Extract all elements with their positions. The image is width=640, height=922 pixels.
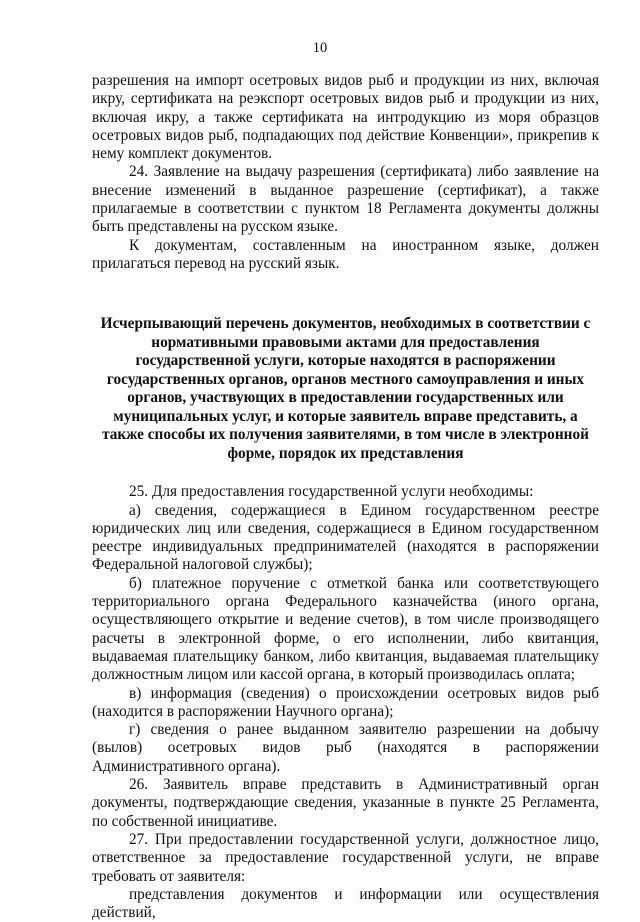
paragraph-27-continuation: представления документов и информации или осуществления действий, [92, 885, 599, 922]
paragraph-continuation: разрешения на импорт осетровых видов рыб и продукции из них, включая икру, сертификата на реэкспорт осетровых видов рыб и продукции из них, включая икру, а также сертификата на интродукцию из моря образцов осетровых видов рыб, подпадающих под действие Конвенции», прикрепив к нему комплект документов. [92, 72, 599, 163]
page-number: 10 [312, 40, 328, 56]
document-body [92, 72, 599, 922]
paragraph-24: 24. Заявление на выдачу разрешения (сертификата) либо заявление на внесение изменений в выданное разрешение (сертификат), а также прилагаемые в соответствии с пунктом 18 Регламента документы должны быть представлены на русском языке. [92, 163, 599, 236]
paragraph-27: 27. При предоставлении государственной услуги, должностное лицо, ответственное за предоставление государственной услуги, не вправе требовать от заявителя: [92, 830, 599, 885]
list-item-g: г) сведения о ранее выданном заявителю разрешении на добычу (вылов) осетровых видов рыб (находятся в распоряжении Административного органа). [92, 721, 599, 775]
list-item-v: в) информация (сведения) о происхождении осетровых видов рыб (находится в распоряжении Научного органа); [92, 684, 599, 720]
section-heading: Исчерпывающий перечень документов, необходимых в соответствии с нормативными правовыми актами для предоставления государственной услуги, которые находятся в распоряжении государственных органов, органов местного самоуправления и иных органов, участвующих в предоставлении государственных или муниципальных услуг, и которые заявитель вправе представить, а также способы их получения заявителями, в том числе в электронной форме, порядок их представления [100, 315, 591, 462]
list-item-a: а) сведения, содержащиеся в Едином государственном реестре юридических лиц или сведения, содержащиеся в Едином государственном реестре индивидуальных предпринимателей (находятся в распоряжении Федеральной налоговой службы); [92, 501, 599, 574]
list-item-b: б) платежное поручение с отметкой банка или соответствующего территориального органа Федерального казначейства (иного органа, осуществляющего открытие и ведение счетов), в том числе производящего расчеты в электронной форме, о его исполнении, либо квитанция, выдаваемая плательщику банком, либо квитанция, выдаваемая плательщику должностным лицом или кассой органа, в который производилась оплата; [92, 574, 599, 684]
paragraph-translation: К документам, составленным на иностранном языке, должен прилагаться перевод на русский язык. [92, 236, 599, 272]
paragraph-26: 26. Заявитель вправе представить в Административный орган документы, подтверждающие сведения, указанные в пункте 25 Регламента, по собственной инициативе. [92, 776, 599, 830]
paragraph-25: 25. Для предоставления государственной услуги необходимы: [129, 483, 534, 501]
